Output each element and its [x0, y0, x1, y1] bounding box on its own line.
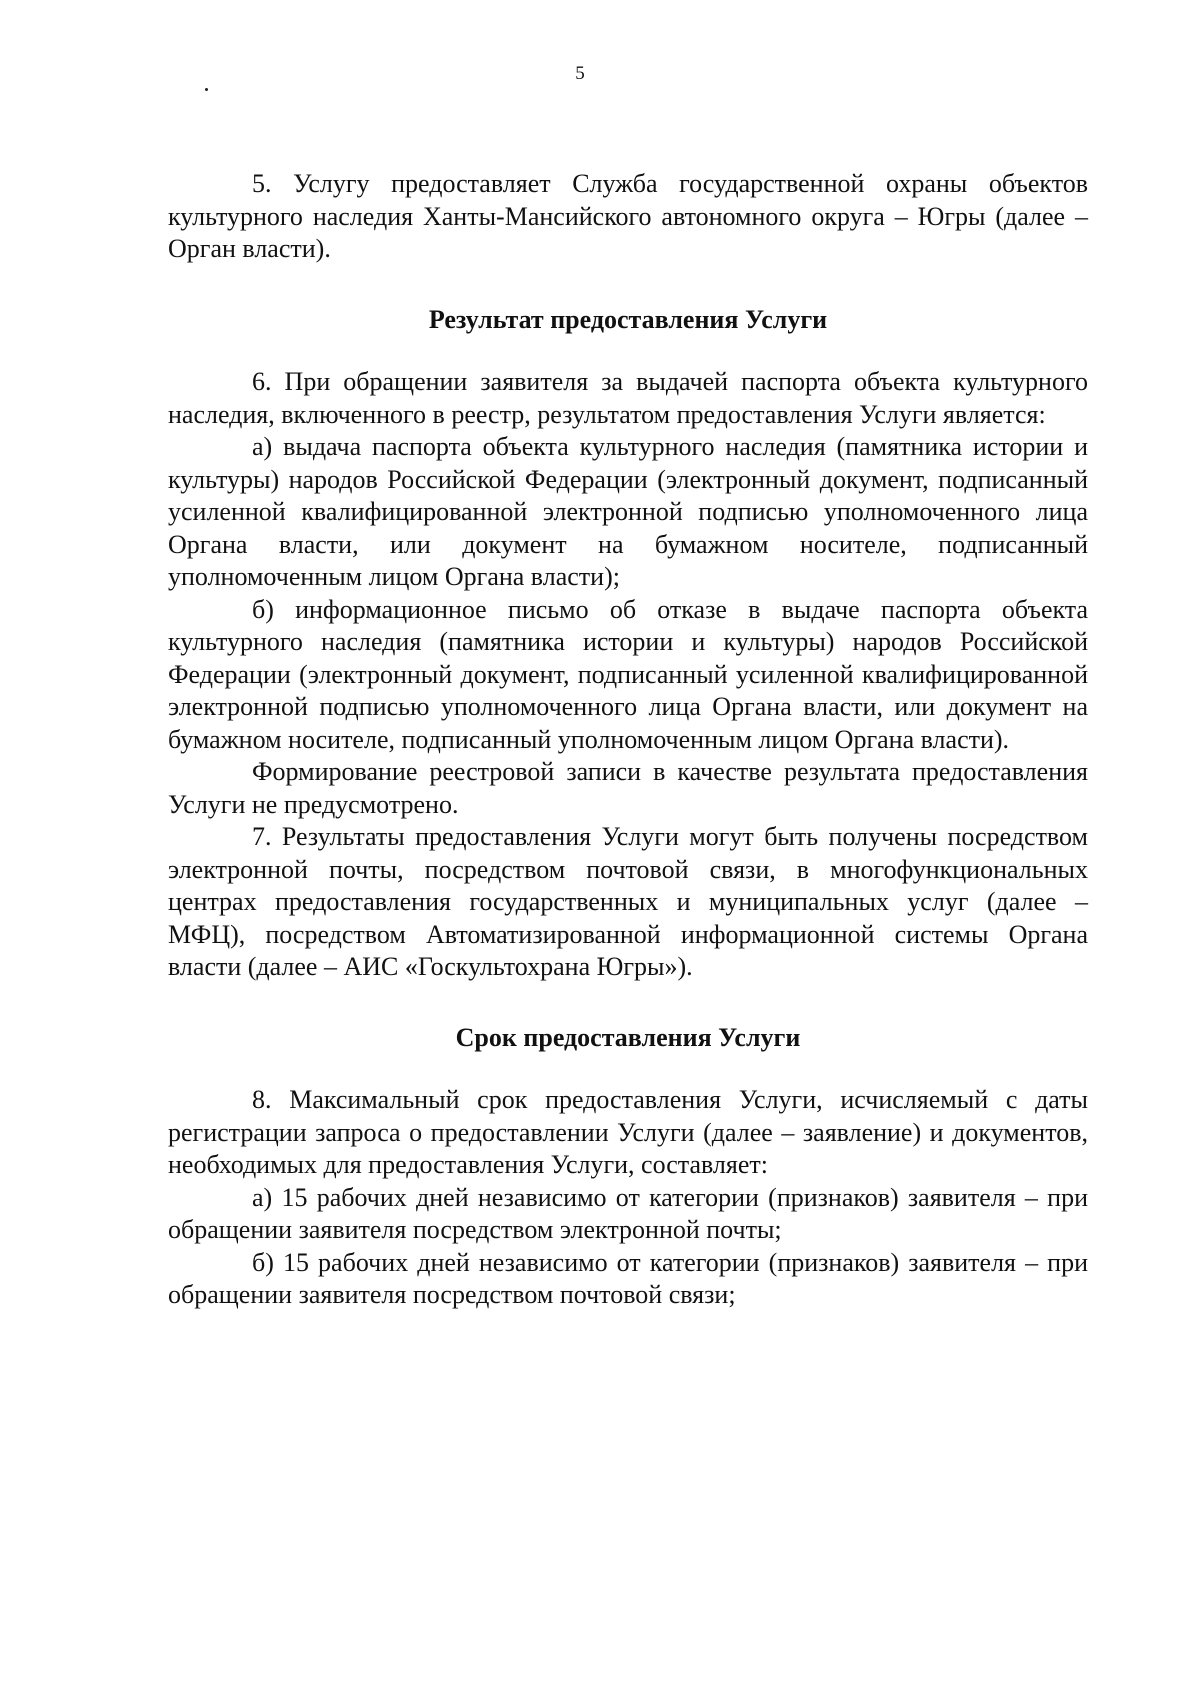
paragraph-8: 8. Максимальный срок предоставления Услуги, исчисляемый с даты регистрации запроса о предоставлении Услуги (далее – заявление) и документов, необходимых для предоставления Услуги, составляет:: [168, 1085, 1088, 1179]
paragraph-8-a: а) 15 рабочих дней независимо от категории (признаков) заявителя – при обращении заявителя посредством электронной почты;: [168, 1182, 1088, 1244]
paragraph-6-b: б) информационное письмо об отказе в выдаче паспорта объекта культурного наследия (памятника истории и культуры) народов Российской Федерации (электронный документ, подписанный усиленной квалифицированной электронной подписью уполномоченного лица Органа власти, или документ на бумажном носителе, подписанный уполномоченным лицом Органа власти).: [168, 594, 1088, 754]
paragraph-6-a: а) выдача паспорта объекта культурного наследия (памятника истории и культуры) народов Российской Федерации (электронный документ, подписанный усиленной квалифицированной электронной подписью уполномоченного лица Органа власти, или документ на бумажном носителе, подписанный уполномоченным лицом Органа власти);: [168, 432, 1088, 591]
section-heading-result: Результат предоставления Услуги: [428, 304, 828, 334]
page-number: 5: [575, 63, 585, 84]
paragraph-6: 6. При обращении заявителя за выдачей паспорта объекта культурного наследия, включенного в реестр, результатом предоставления Услуги является:: [168, 367, 1088, 429]
paragraph-8-b: б) 15 рабочих дней независимо от категории (признаков) заявителя – при обращении заявителя посредством почтовой связи;: [168, 1247, 1088, 1309]
paragraph-5: 5. Услугу предоставляет Служба государственной охраны объектов культурного наследия Ханты-Мансийского автономного округа – Югры (далее – Орган власти).: [168, 169, 1088, 263]
section-heading-term: Срок предоставления Услуги: [455, 1022, 801, 1052]
scan-artifact-dot: [205, 88, 208, 91]
document-body: [168, 168, 1088, 1312]
paragraph-6-note: Формирование реестровой записи в качестве результата предоставления Услуги не предусмотрено.: [168, 757, 1088, 819]
paragraph-7: 7. Результаты предоставления Услуги могут быть получены посредством электронной почты, посредством почтовой связи, в многофункциональных центрах предоставления государственных и муниципальных услуг (далее – МФЦ), посредством Автоматизированной информационной системы Органа власти (далее – АИС «Госкультохрана Югры»).: [168, 822, 1088, 981]
